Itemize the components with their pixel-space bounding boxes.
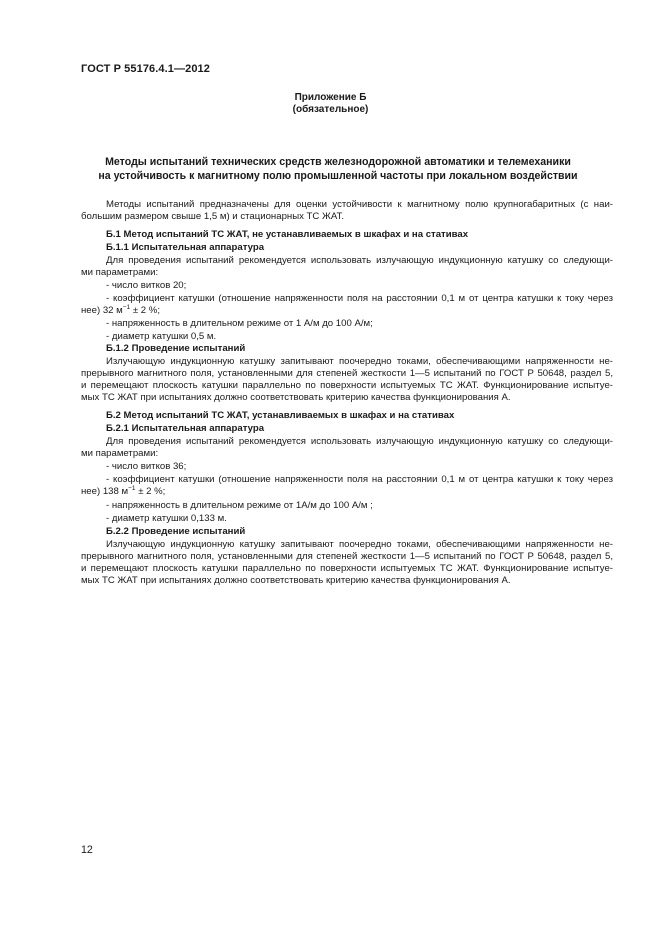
- annex-status: (обязательное): [292, 104, 369, 115]
- subsection-heading-b1-1: Б.1.1 Испытательная аппаратура: [106, 242, 265, 253]
- section-heading-b2: Б.2 Метод испытаний ТС ЖАТ, устанавливаемых в шкафах и на стативах: [106, 410, 455, 421]
- paragraph-line: Для проведения испытаний рекомендуется использовать излучающую индукционную катушку со следующи-: [106, 436, 613, 447]
- paragraph-line: прерывного магнитного поля, установленными для степеней жесткости 1—5 испытаний по ГОСТ Р 50648, раздел 5,: [81, 368, 613, 379]
- exponent: −1: [128, 485, 136, 492]
- paragraph-line: ми параметрами:: [81, 267, 159, 278]
- list-item-continuation: нее) 32 $м^{-1} \pm 2$ %;: [81, 304, 160, 316]
- standard-number: ГОСТ Р 55176.4.1—2012: [81, 63, 210, 75]
- subsection-heading-b2-2: Б.2.2 Проведение испытаний: [106, 526, 246, 537]
- section-heading-b1: Б.1 Метод испытаний ТС ЖАТ, не устанавливаемых в шкафах и на стативах: [106, 229, 469, 240]
- document-title-line-1: Методы испытаний технических средств железнодорожной автоматики и телемеханики: [105, 156, 571, 168]
- document-title-line-2: на устойчивость к магнитному полю промышленной частоты при локальном воздействии: [98, 170, 578, 182]
- paragraph-line: и перемещают плоскость катушки параллельно по поверхности испытуемых ТС ЖАТ. Функционирование испытуе-: [81, 380, 613, 391]
- list-item: - коэффициент катушки (отношение напряженности поля на расстоянии 0,1 м от центра катушки к току через: [106, 474, 613, 485]
- paragraph-line: Излучающую индукционную катушку запитывают поочередно токами, обеспечивающими напряженности не-: [106, 356, 613, 367]
- subsection-heading-b1-2: Б.1.2 Проведение испытаний: [106, 343, 246, 354]
- intro-line: большим размером свыше 1,5 м) и стационарных ТС ЖАТ.: [81, 211, 344, 222]
- list-item: - коэффициент катушки (отношение напряженности поля на расстоянии 0,1 м от центра катушки к току через: [106, 293, 613, 304]
- list-item: - число витков 20;: [106, 280, 187, 291]
- list-item: - напряженность в длительном режиме от 1А/м до 100 А/м ;: [106, 500, 373, 511]
- list-item: - диаметр катушки 0,5 м.: [106, 331, 217, 342]
- paragraph-line: мых ТС ЖАТ при испытаниях должно соответствовать критерию качества функционирования А.: [81, 392, 511, 403]
- intro-line: Методы испытаний предназначены для оценки устойчивости к магнитному полю крупногабаритных (с наи-: [106, 199, 613, 210]
- exponent: −1: [122, 304, 131, 311]
- annex-title: Приложение Б: [294, 92, 367, 103]
- paragraph-line: прерывного магнитного поля, установленными для степеней жесткости 1—5 испытаний по ГОСТ Р 50648, раздел 5,: [81, 551, 613, 562]
- paragraph-line: Для проведения испытаний рекомендуется использовать излучающую индукционную катушку со следующи-: [106, 255, 613, 266]
- list-item: - диаметр катушки 0,133 м.: [106, 513, 227, 524]
- paragraph-line: и перемещают плоскость катушки параллельно по поверхности испытуемых ТС ЖАТ. Функционирование испытуе-: [81, 563, 613, 574]
- list-item: - напряженность в длительном режиме от 1 А/м до 100 А/м;: [106, 318, 373, 329]
- paragraph-line: Излучающую индукционную катушку запитывают поочередно токами, обеспечивающими напряженности не-: [106, 539, 613, 550]
- list-item: - число витков 36;: [106, 461, 187, 472]
- list-item-continuation: нее) 138 $м^{-1} \pm 2$ %;: [81, 485, 166, 497]
- paragraph-line: мых ТС ЖАТ при испытаниях должно соответствовать критерию качества функционирования А.: [81, 575, 511, 586]
- page-number: 12: [81, 844, 93, 856]
- subsection-heading-b2-1: Б.2.1 Испытательная аппаратура: [106, 423, 265, 434]
- paragraph-line: ми параметрами:: [81, 448, 159, 459]
